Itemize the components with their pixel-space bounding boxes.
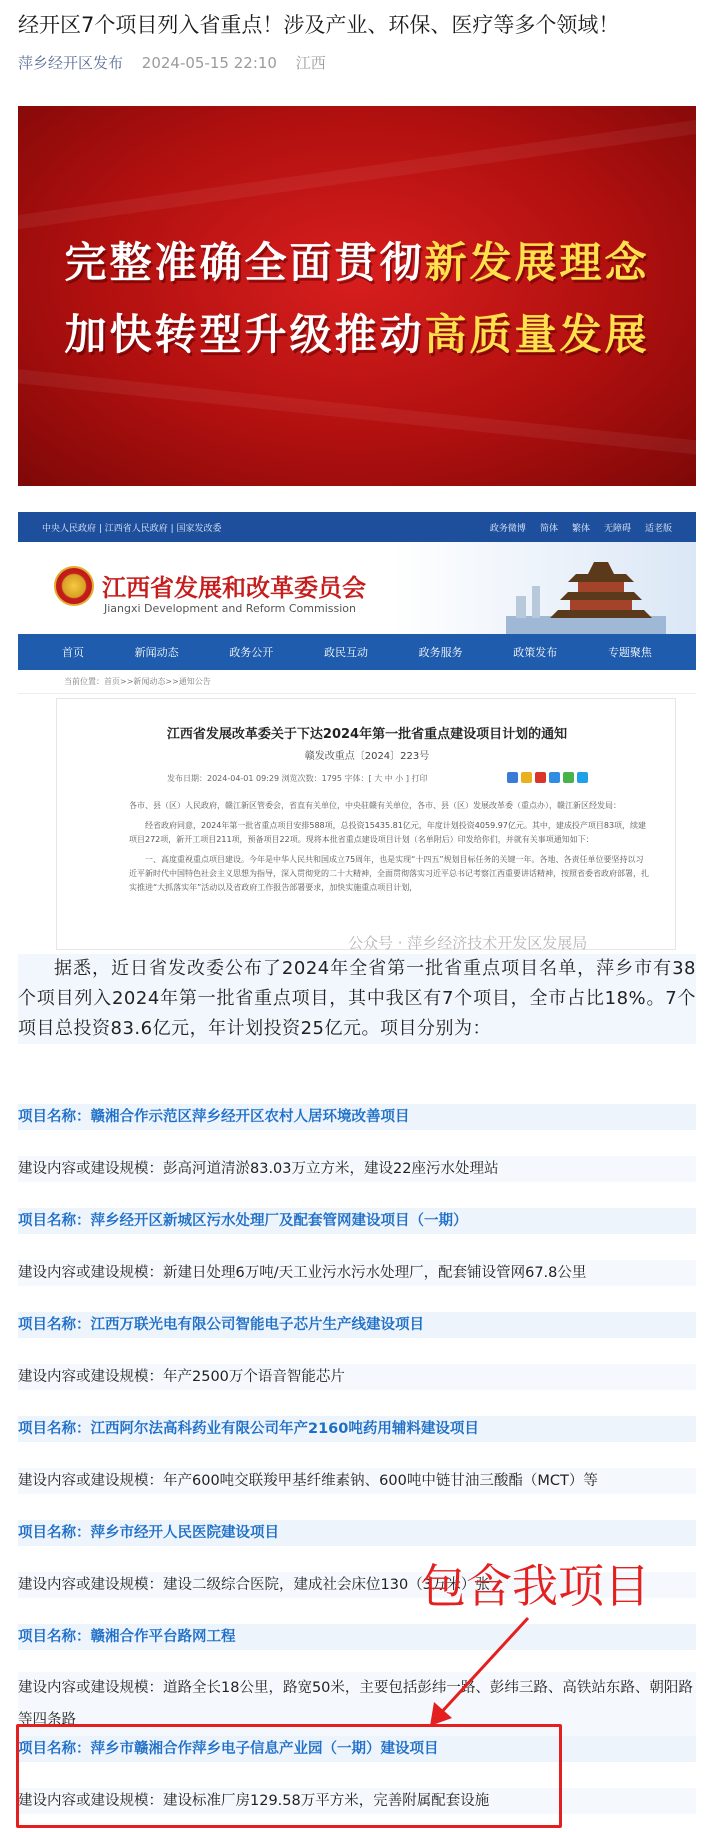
project-scale: 建设内容或建设规模：道路全长18公里，路宽50米，主要包括彭纬一路、彭纬三路、高铁站东路、朝阳路等四条路: [18, 1672, 696, 1736]
topbar-links: 中央人民政府 | 江西省人民政府 | 国家发改委: [42, 523, 222, 534]
site-header: [18, 542, 696, 634]
publish-location: 江西: [295, 54, 326, 72]
highlight-box: [16, 1724, 562, 1828]
site-nav: [18, 634, 696, 670]
publish-date: 2024-05-15 22:10: [141, 54, 277, 72]
site-name-en: Jiangxi Development and Reform Commission: [104, 602, 356, 615]
share-icon: [507, 772, 518, 783]
banner-line-2: 加快转型升级推动高质量发展: [64, 310, 650, 359]
share-icon: [549, 772, 560, 783]
project-name: 项目名称：萍乡市赣湘合作萍乡电子信息产业园（一期）建设项目: [18, 1736, 696, 1762]
nav-item-topics[interactable]: 专题聚焦: [607, 646, 652, 659]
notice-meta: 发布日期：2024-04-01 09:29 浏览次数：1795 字体：[ 大 中 小 ] 打印: [167, 774, 428, 783]
site-topbar: [18, 512, 696, 542]
topbar-item: 适老版: [644, 523, 672, 534]
banner-line-1: 完整准确全面贯彻新发展理念: [64, 238, 650, 287]
nav-item-open-gov[interactable]: 政务公开: [229, 646, 274, 659]
notice-paragraph: 各市、县（区）人民政府，赣江新区管委会，省直有关单位，中央驻赣有关单位，各市、县（区）发展改革委（重点办），赣江新区经发局：: [129, 801, 621, 810]
notice-paragraph: 经省政府同意，2024年第一批省重点项目安排588项，总投资15435.81亿元，年度计划投资4059.97亿元。其中，建成投产项目83项，续建项目272项，新开工项目211项，预备项目22项。现将本批省重点建设项目计划（名单附后）印发给你们，并就有关事项通知如下：: [129, 821, 647, 844]
project-scale: 建设内容或建设规模：彭高河道清淤83.03万立方米，建设22座污水处理站: [18, 1156, 696, 1182]
project-scale: 建设内容或建设规模：年产600吨交联羧甲基纤维素钠、600吨中链甘油三酸酯（MCT）等: [18, 1468, 696, 1494]
notice-paragraph: 一、高度重视重点项目建设。今年是中华人民共和国成立75周年，也是实现“十四五”规划目标任务的关键一年。各地、各责任单位要坚持以习近平新时代中国特色社会主义思想为指导，深入贯彻党的二十大精神，全面贯彻落实习近平总书记考察江西重要讲话精神，按照省委省政府部署，扎实推进“大抓落实年”活动以及省政府工作报告部署要求，加快实施重点项目计划，: [129, 855, 649, 892]
banner-ray: [18, 112, 696, 234]
topbar-item: 简体: [539, 523, 558, 534]
tengwang-pavilion-icon: [506, 556, 666, 634]
nav-item-news[interactable]: 新闻动态: [134, 646, 179, 659]
nav-item-home[interactable]: 首页: [62, 646, 84, 659]
intro-paragraph: 据悉，近日省发改委公布了2024年全省第一批省重点项目名单，萍乡市有38个项目列入2024年第一批省重点项目，其中我区有7个项目，全市占比18%。7个项目总投资83.6亿元，年计划投资25亿元。项目分别为：: [18, 954, 696, 1044]
article-title: 经开区7个项目列入省重点！涉及产业、环保、医疗等多个领域！: [18, 13, 620, 37]
share-icon: [535, 772, 546, 783]
project-scale: 建设内容或建设规模：新建日处理6万吨/天工业污水污水处理厂，配套铺设管网67.8公里: [18, 1260, 696, 1286]
breadcrumb: 当前位置：首页>>新闻动态>>通知公告: [18, 670, 696, 694]
share-icons: [507, 772, 588, 783]
topbar-item: 政务微博: [489, 523, 526, 534]
nav-item-interaction[interactable]: 政民互动: [323, 646, 368, 659]
site-name: 江西省发展和改革委员会: [102, 574, 366, 602]
watermark: 公众号 · 萍乡经济技术开发区发展局: [348, 934, 588, 950]
project-scale: 建设内容或建设规模：建设二级综合医院，建成社会床位130（3万米）张: [18, 1572, 696, 1598]
notice-body: [129, 799, 649, 901]
project-name: 项目名称：江西阿尔法高科药业有限公司年产2160吨药用辅料建设项目: [18, 1416, 696, 1442]
author-link[interactable]: 萍乡经开区发布: [18, 54, 124, 72]
notice-title: 江西省发展改革委关于下达2024年第一批省重点建设项目计划的通知: [166, 727, 568, 742]
annotation-text: 包含我项目: [420, 1559, 650, 1613]
national-emblem-icon: [54, 566, 94, 606]
project-scale: 建设内容或建设规模：建设标准厂房129.58万平方米，完善附属配套设施: [18, 1788, 696, 1814]
project-name: 项目名称：赣湘合作示范区萍乡经开区农村人居环境改善项目: [18, 1104, 696, 1130]
share-icon: [563, 772, 574, 783]
project-name: 项目名称：萍乡经开区新城区污水处理厂及配套管网建设项目（一期）: [18, 1208, 696, 1234]
notice-number: 赣发改重点〔2024〕223号: [304, 751, 430, 762]
annotation-arrow-icon: [420, 1612, 540, 1732]
nav-item-policy[interactable]: 政策发布: [513, 646, 558, 659]
project-name: 项目名称：萍乡市经开人民医院建设项目: [18, 1520, 696, 1546]
share-icon: [521, 772, 532, 783]
project-name: 项目名称：赣湘合作平台路网工程: [18, 1624, 696, 1650]
nav-item-services[interactable]: 政务服务: [418, 646, 463, 659]
share-icon: [577, 772, 588, 783]
gov-site-screenshot: [18, 512, 696, 950]
project-name: 项目名称：江西万联光电有限公司智能电子芯片生产线建设项目: [18, 1312, 696, 1338]
topbar-item: 繁体: [571, 523, 590, 534]
banner-image: [18, 106, 696, 486]
article-meta: [18, 52, 326, 73]
notice-document: [56, 698, 676, 950]
project-scale: 建设内容或建设规模：年产2500万个语音智能芯片: [18, 1364, 696, 1390]
topbar-item: 无障碍: [603, 523, 631, 534]
banner-ray: [18, 365, 696, 460]
